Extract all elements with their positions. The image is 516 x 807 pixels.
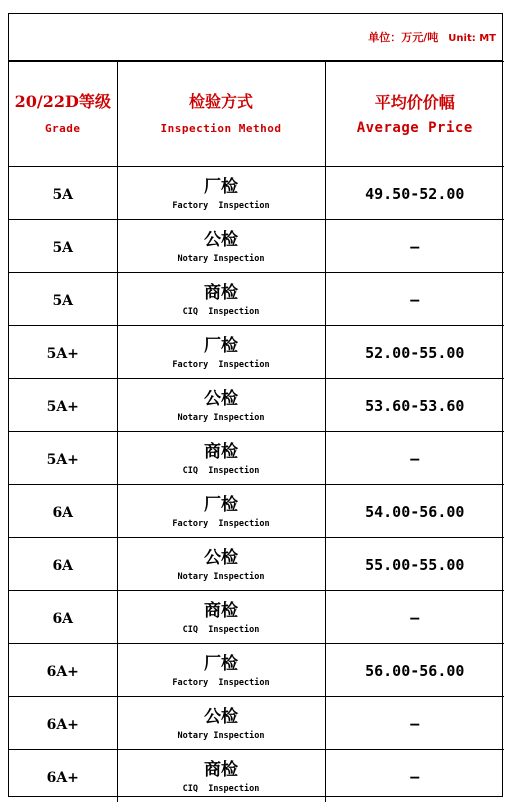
price-value: 49.50-52.00 bbox=[365, 184, 465, 203]
price-value: — bbox=[410, 767, 420, 786]
method-cn: 商检 bbox=[204, 282, 238, 303]
price-value: 53.60-53.60 bbox=[365, 396, 465, 415]
grade-value: 6A+ bbox=[46, 716, 79, 733]
method-cn: 公检 bbox=[204, 547, 238, 568]
unit-row bbox=[9, 14, 502, 61]
method-cell bbox=[117, 485, 325, 538]
method-cn: 厂检 bbox=[204, 494, 238, 515]
price-header-cn: 平均价价幅 bbox=[374, 93, 455, 112]
price-cell bbox=[325, 697, 504, 750]
price-sheet bbox=[8, 13, 503, 797]
table-row bbox=[9, 220, 504, 273]
price-cell bbox=[325, 485, 504, 538]
grade-cell bbox=[9, 538, 117, 591]
method-cell bbox=[117, 167, 325, 220]
method-en: Factory Inspection bbox=[172, 677, 270, 688]
grade-value: 5A bbox=[52, 186, 74, 203]
method-header bbox=[117, 62, 325, 167]
grade-cell bbox=[9, 220, 117, 273]
price-cell bbox=[325, 538, 504, 591]
method-cell bbox=[117, 644, 325, 697]
price-cell bbox=[325, 591, 504, 644]
grade-value: 5A bbox=[52, 239, 74, 256]
method-en: Factory Inspection bbox=[172, 200, 270, 211]
table-row bbox=[9, 591, 504, 644]
price-header-en: Average Price bbox=[356, 120, 473, 136]
method-cell bbox=[117, 220, 325, 273]
price-cell bbox=[325, 644, 504, 697]
price-cell bbox=[325, 379, 504, 432]
price-value: 52.00-55.00 bbox=[365, 343, 465, 362]
unit-label-en: Unit: MT bbox=[448, 33, 496, 44]
grade-header-en: Grade bbox=[44, 122, 81, 135]
method-cell bbox=[117, 273, 325, 326]
method-en: Notary Inspection bbox=[177, 412, 265, 423]
price-value: 55.00-55.00 bbox=[365, 555, 465, 574]
price-cell bbox=[325, 220, 504, 273]
grade-header bbox=[9, 62, 117, 167]
unit-label-cn: 单位：万元/吨 bbox=[368, 31, 439, 44]
method-en: Notary Inspection bbox=[177, 730, 265, 741]
price-value: — bbox=[410, 714, 420, 733]
grade-value: 6A+ bbox=[46, 663, 79, 680]
price-value: 56.00-56.00 bbox=[365, 661, 465, 680]
grade-value: 6A bbox=[52, 610, 74, 627]
method-header-en: Inspection Method bbox=[160, 122, 282, 135]
method-cell bbox=[117, 697, 325, 750]
grade-cell bbox=[9, 167, 117, 220]
method-cn: 公检 bbox=[204, 229, 238, 250]
price-value: — bbox=[410, 237, 420, 256]
grade-cell bbox=[9, 591, 117, 644]
table-row bbox=[9, 379, 504, 432]
grade-value: 5A bbox=[52, 292, 74, 309]
price-cell bbox=[325, 432, 504, 485]
grade-value: 6A+ bbox=[46, 769, 79, 786]
grade-cell bbox=[9, 326, 117, 379]
grade-value: 6A bbox=[52, 557, 74, 574]
table-row bbox=[9, 485, 504, 538]
method-cell bbox=[117, 379, 325, 432]
grade-value: 5A+ bbox=[46, 451, 79, 468]
grade-cell bbox=[9, 697, 117, 750]
price-value: — bbox=[410, 449, 420, 468]
grade-cell bbox=[9, 273, 117, 326]
method-en: Notary Inspection bbox=[177, 571, 265, 582]
method-en: Notary Inspection bbox=[177, 253, 265, 264]
table-row bbox=[9, 538, 504, 591]
price-header bbox=[325, 62, 504, 167]
method-cn: 公检 bbox=[204, 706, 238, 727]
method-en: CIQ Inspection bbox=[182, 465, 260, 476]
method-header-cn: 检验方式 bbox=[188, 92, 253, 111]
grade-cell bbox=[9, 432, 117, 485]
method-cn: 厂检 bbox=[204, 335, 238, 356]
price-cell bbox=[325, 326, 504, 379]
table-row bbox=[9, 326, 504, 379]
grade-value: 5A+ bbox=[46, 398, 79, 415]
method-cell bbox=[117, 591, 325, 644]
price-cell bbox=[325, 750, 504, 803]
method-cell bbox=[117, 326, 325, 379]
grade-value: 6A bbox=[52, 504, 74, 521]
method-cn: 厂检 bbox=[204, 176, 238, 197]
price-table bbox=[9, 61, 504, 802]
method-en: CIQ Inspection bbox=[182, 624, 260, 635]
grade-header-cn: 20/22D等级 bbox=[14, 92, 111, 111]
price-value: 54.00-56.00 bbox=[365, 502, 465, 521]
method-cn: 商检 bbox=[204, 441, 238, 462]
price-value: — bbox=[410, 608, 420, 627]
table-row bbox=[9, 167, 504, 220]
table-row bbox=[9, 750, 504, 803]
method-en: Factory Inspection bbox=[172, 518, 270, 529]
method-cn: 商检 bbox=[204, 600, 238, 621]
method-en: CIQ Inspection bbox=[182, 783, 260, 794]
method-cn: 厂检 bbox=[204, 653, 238, 674]
price-cell bbox=[325, 167, 504, 220]
price-cell bbox=[325, 273, 504, 326]
method-cell bbox=[117, 750, 325, 803]
method-cn: 商检 bbox=[204, 759, 238, 780]
table-row bbox=[9, 697, 504, 750]
grade-value: 5A+ bbox=[46, 345, 79, 362]
grade-cell bbox=[9, 644, 117, 697]
price-value: — bbox=[410, 290, 420, 309]
method-en: Factory Inspection bbox=[172, 359, 270, 370]
method-cell bbox=[117, 538, 325, 591]
unit-label bbox=[368, 29, 496, 45]
header-row bbox=[9, 62, 504, 167]
method-cell bbox=[117, 432, 325, 485]
grade-cell bbox=[9, 379, 117, 432]
table-row bbox=[9, 644, 504, 697]
method-en: CIQ Inspection bbox=[182, 306, 260, 317]
table-row bbox=[9, 273, 504, 326]
grade-cell bbox=[9, 750, 117, 803]
method-cn: 公检 bbox=[204, 388, 238, 409]
grade-cell bbox=[9, 485, 117, 538]
table-row bbox=[9, 432, 504, 485]
